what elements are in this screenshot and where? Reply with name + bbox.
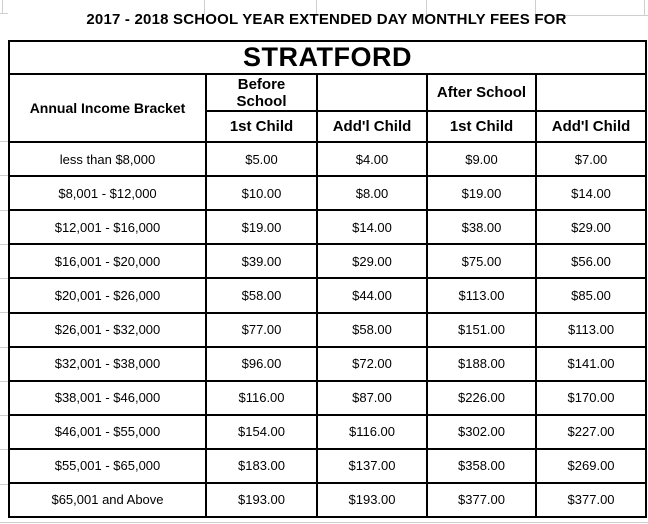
group-header-row — [9, 74, 646, 111]
sheet-gridline — [0, 210, 8, 211]
sheet-gridline — [0, 244, 8, 245]
fee-cell: $151.00 — [427, 313, 536, 347]
fees-table-container — [8, 40, 647, 518]
fee-cell: $4.00 — [317, 142, 427, 176]
table-row — [9, 347, 646, 381]
table-row — [9, 483, 646, 517]
fee-cell: $29.00 — [536, 210, 646, 244]
fee-cell: $72.00 — [317, 347, 427, 381]
table-row — [9, 210, 646, 244]
sheet-gridline — [0, 312, 8, 313]
fee-cell: $377.00 — [536, 483, 646, 517]
income-bracket-cell: $8,001 - $12,000 — [9, 176, 206, 210]
fee-cell: $269.00 — [536, 449, 646, 483]
fee-cell: $358.00 — [427, 449, 536, 483]
income-bracket-cell: less than $8,000 — [9, 142, 206, 176]
fees-table — [8, 40, 647, 518]
empty-header-cell — [317, 74, 427, 111]
fee-cell: $14.00 — [317, 210, 427, 244]
sheet-gridline — [0, 449, 8, 450]
fee-cell: $85.00 — [536, 278, 646, 312]
fee-cell: $193.00 — [206, 483, 317, 517]
column-header-income-bracket: Annual Income Bracket — [9, 74, 206, 142]
fee-cell: $5.00 — [206, 142, 317, 176]
income-bracket-cell: $65,001 and Above — [9, 483, 206, 517]
fee-cell: $10.00 — [206, 176, 317, 210]
fee-cell: $44.00 — [317, 278, 427, 312]
fee-cell: $227.00 — [536, 415, 646, 449]
fee-cell: $9.00 — [427, 142, 536, 176]
income-bracket-cell: $26,001 - $32,000 — [9, 313, 206, 347]
fee-cell: $58.00 — [206, 278, 317, 312]
income-bracket-cell: $46,001 - $55,000 — [9, 415, 206, 449]
fee-cell: $8.00 — [317, 176, 427, 210]
empty-header-cell — [536, 74, 646, 111]
sheet-gridline — [2, 0, 3, 13]
table-row — [9, 176, 646, 210]
sheet-gridline — [0, 347, 8, 348]
sheet-gridline — [0, 484, 8, 485]
sheet-gridline — [0, 381, 8, 382]
fee-cell: $56.00 — [536, 244, 646, 278]
sheet-gridline — [0, 13, 8, 14]
fee-cell: $226.00 — [427, 381, 536, 415]
school-name-row — [9, 41, 646, 74]
fee-cell: $141.00 — [536, 347, 646, 381]
school-name-header: STRATFORD — [9, 41, 646, 74]
page-title: 2017 - 2018 SCHOOL YEAR EXTENDED DAY MONTHLY FEES FOR — [86, 11, 567, 28]
fee-cell: $7.00 — [536, 142, 646, 176]
income-bracket-cell: $55,001 - $65,000 — [9, 449, 206, 483]
table-row — [9, 449, 646, 483]
fee-cell: $302.00 — [427, 415, 536, 449]
fee-cell: $19.00 — [427, 176, 536, 210]
fee-cell: $77.00 — [206, 313, 317, 347]
fee-cell: $154.00 — [206, 415, 317, 449]
fee-cell: $137.00 — [317, 449, 427, 483]
table-row — [9, 244, 646, 278]
after-school-label: After School — [436, 84, 527, 102]
sheet-gridline — [0, 522, 648, 523]
fee-cell: $14.00 — [536, 176, 646, 210]
fee-cell: $96.00 — [206, 347, 317, 381]
sheet-gridline — [0, 141, 8, 142]
fee-cell: $39.00 — [206, 244, 317, 278]
table-row — [9, 381, 646, 415]
fee-cell: $377.00 — [427, 483, 536, 517]
table-row — [9, 313, 646, 347]
fee-cell: $58.00 — [317, 313, 427, 347]
column-header-after-addl-child: Add'l Child — [536, 111, 646, 142]
fee-cell: $113.00 — [427, 278, 536, 312]
fee-cell: $87.00 — [317, 381, 427, 415]
income-bracket-cell: $12,001 - $16,000 — [9, 210, 206, 244]
column-header-after-first-child: 1st Child — [427, 111, 536, 142]
income-bracket-cell: $32,001 - $38,000 — [9, 347, 206, 381]
column-header-before-first-child: 1st Child — [206, 111, 317, 142]
income-bracket-cell: $16,001 - $20,000 — [9, 244, 206, 278]
column-header-after-school — [427, 74, 536, 111]
fee-cell: $116.00 — [317, 415, 427, 449]
fee-cell: $29.00 — [317, 244, 427, 278]
sheet-gridline — [0, 415, 8, 416]
fee-cell: $38.00 — [427, 210, 536, 244]
column-header-before-addl-child: Add'l Child — [317, 111, 427, 142]
before-school-label: Before School — [236, 75, 287, 110]
income-bracket-cell: $20,001 - $26,000 — [9, 278, 206, 312]
fee-cell: $116.00 — [206, 381, 317, 415]
fee-cell: $19.00 — [206, 210, 317, 244]
column-header-before-school — [206, 74, 317, 111]
fee-cell: $193.00 — [317, 483, 427, 517]
table-row — [9, 415, 646, 449]
fee-cell: $183.00 — [206, 449, 317, 483]
fee-cell: $113.00 — [536, 313, 646, 347]
fee-cell: $75.00 — [427, 244, 536, 278]
fee-cell: $170.00 — [536, 381, 646, 415]
fee-cell: $188.00 — [427, 347, 536, 381]
income-bracket-cell: $38,001 - $46,000 — [9, 381, 206, 415]
table-row — [9, 142, 646, 176]
sheet-gridline — [0, 278, 8, 279]
table-row — [9, 278, 646, 312]
sheet-gridline — [0, 175, 8, 176]
